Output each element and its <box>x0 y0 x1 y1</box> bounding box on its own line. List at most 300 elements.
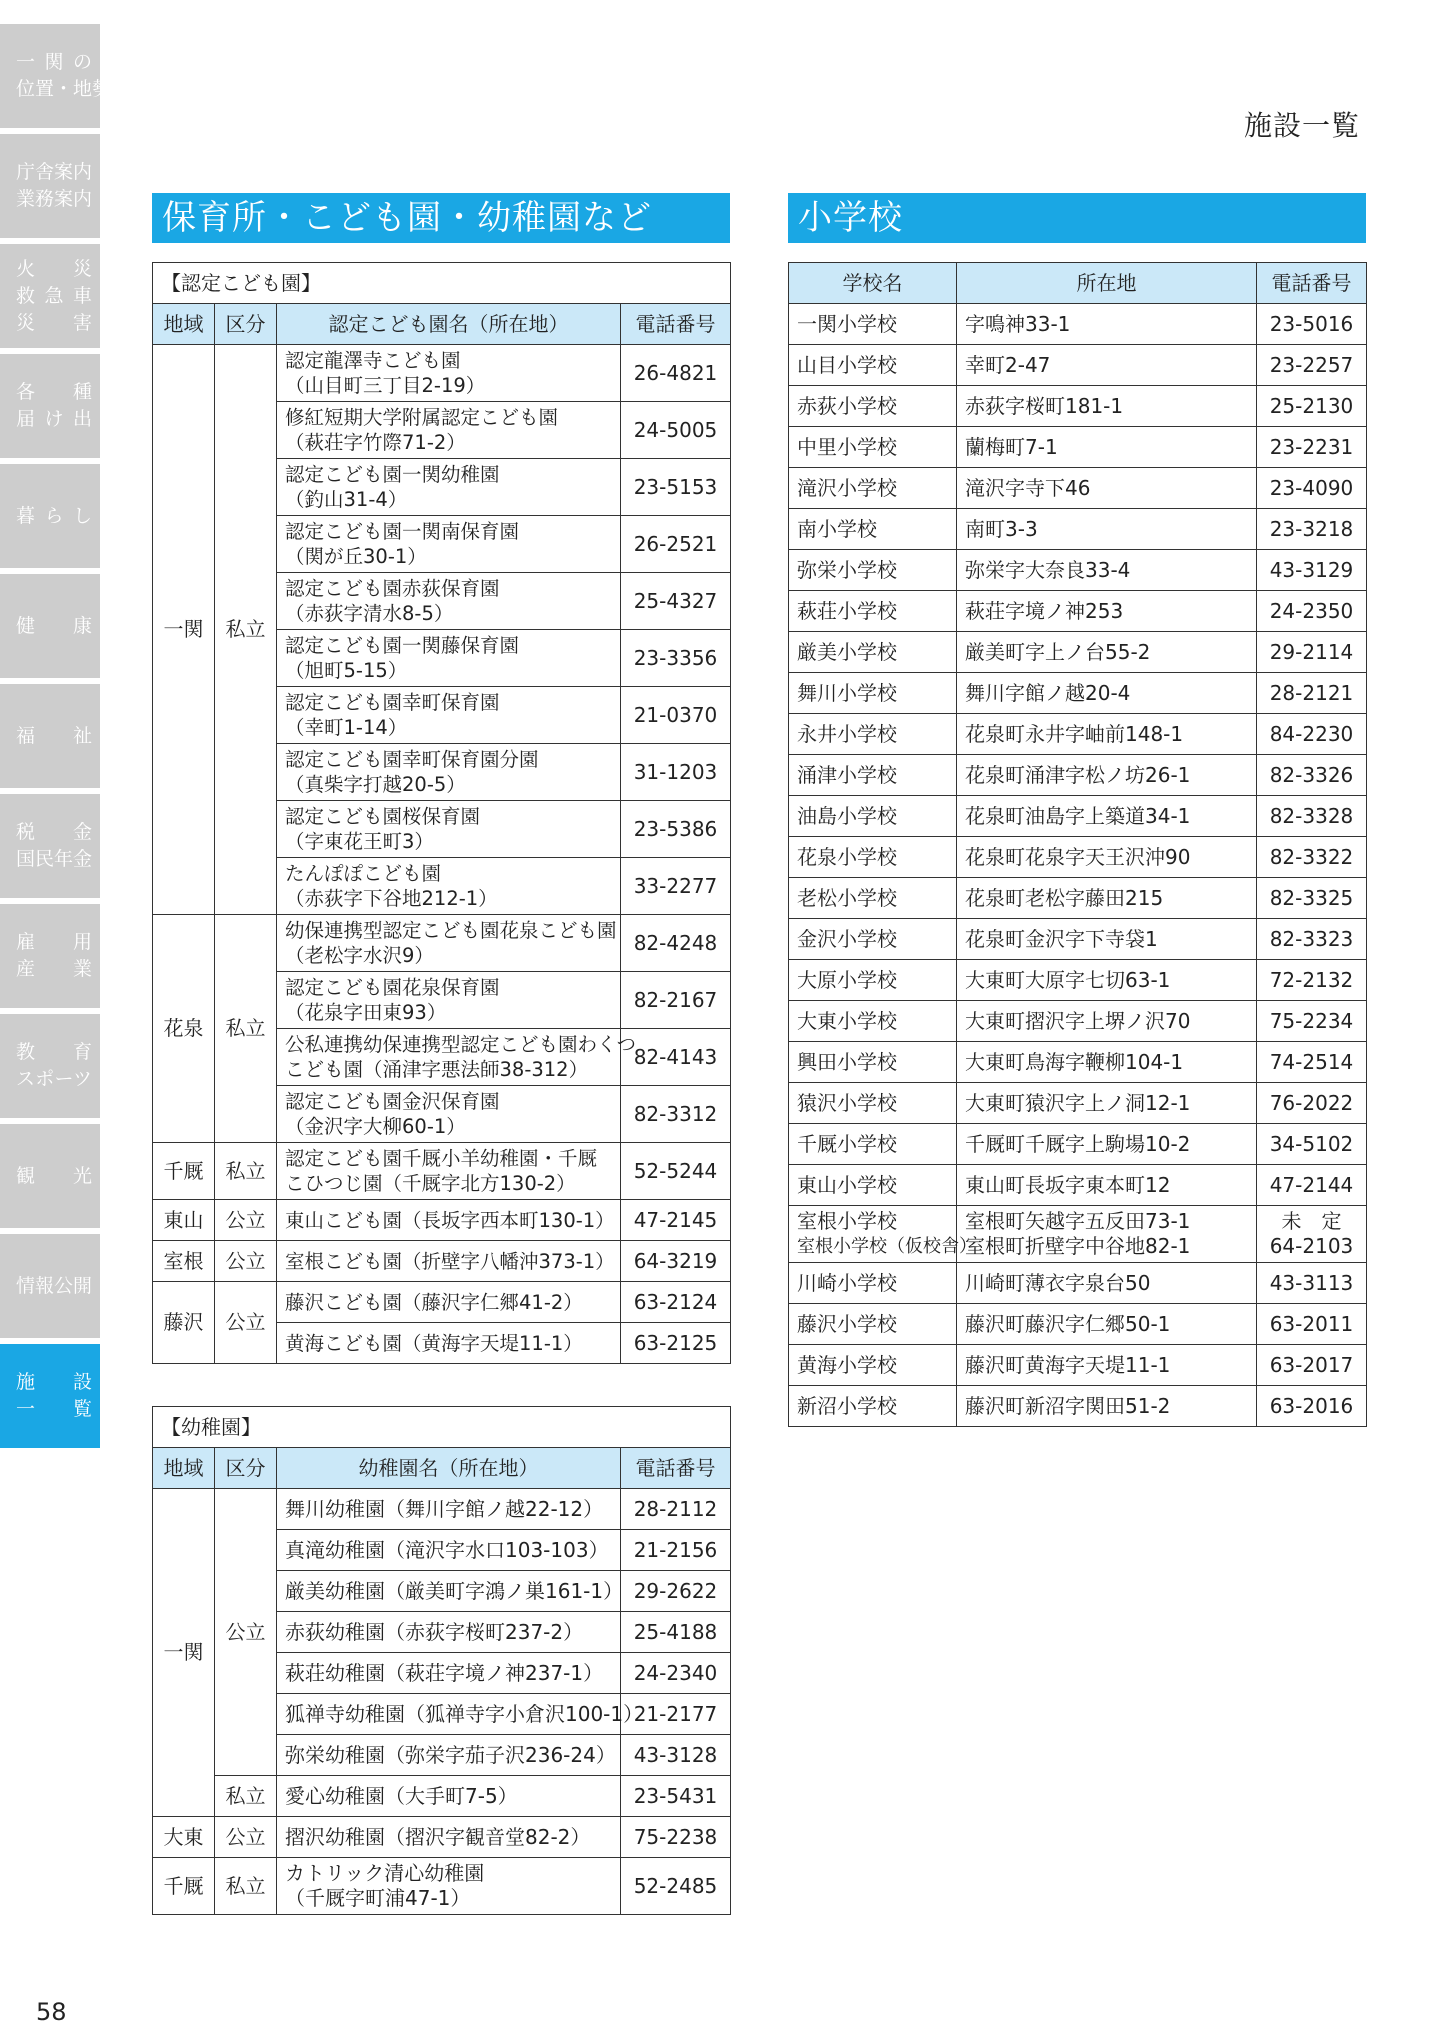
side-tab-4[interactable] <box>0 464 100 568</box>
school-phone <box>1257 878 1367 919</box>
facility-name-line: 弥栄幼稚園（弥栄字茄子沢236-24） <box>285 1742 616 1767</box>
facility-name-line: 修紅短期大学附属認定こども園 <box>285 406 559 429</box>
facility-name <box>277 459 621 516</box>
school-phone-line: 25-2130 <box>1269 393 1354 418</box>
facility-name <box>277 345 621 402</box>
table-row <box>789 1083 1367 1124</box>
side-tab-line: スポーツ <box>16 1068 92 1090</box>
column-header: 区分 <box>215 304 277 345</box>
table-row <box>789 960 1367 1001</box>
school-phone-line: 82-3322 <box>1269 844 1354 869</box>
table-row <box>153 1241 731 1282</box>
phone-cell: 21-2156 <box>621 1530 731 1571</box>
school-name <box>789 919 957 960</box>
school-phone <box>1257 1386 1367 1427</box>
facility-name-line: カトリック清心幼稚園 <box>285 1861 485 1885</box>
school-name-line: 花泉小学校 <box>797 844 897 869</box>
school-name <box>789 1042 957 1083</box>
nintei-kodomoen-table <box>152 262 731 1364</box>
school-phone <box>1257 1304 1367 1345</box>
school-name <box>789 1206 977 1263</box>
side-tab-line: 教 育 <box>16 1041 93 1063</box>
side-tab-2[interactable] <box>0 244 100 348</box>
side-tab-line: 情報公開 <box>16 1274 93 1297</box>
facility-name <box>277 1776 621 1817</box>
facility-name <box>277 1143 621 1200</box>
school-phone <box>1257 1001 1367 1042</box>
school-phone-line: 23-3218 <box>1269 516 1354 541</box>
school-address <box>957 837 1257 878</box>
school-name <box>789 755 957 796</box>
school-name <box>789 345 957 386</box>
school-name-line: 山目小学校 <box>797 352 897 377</box>
school-phone-line: 43-3129 <box>1269 557 1354 582</box>
school-address <box>957 1042 1257 1083</box>
school-name-line: 舞川小学校 <box>797 680 897 705</box>
school-address-line: 藤沢町新沼字関田51-2 <box>965 1393 1171 1418</box>
school-address-line: 南町3-3 <box>965 516 1038 541</box>
school-name-line: 新沼小学校 <box>797 1393 897 1418</box>
school-name-line: 川崎小学校 <box>797 1270 897 1295</box>
school-address-line: 弥栄字大奈良33-4 <box>965 557 1131 582</box>
school-name <box>789 427 957 468</box>
page-number: 58 <box>36 1998 67 2026</box>
facility-name <box>277 516 621 573</box>
school-phone-line: 84-2230 <box>1269 721 1354 746</box>
school-address-line: 蘭梅町7-1 <box>965 434 1058 459</box>
school-address <box>957 591 1257 632</box>
school-address <box>957 509 1257 550</box>
side-tab-3[interactable] <box>0 354 100 458</box>
phone-cell: 47-2145 <box>621 1200 731 1241</box>
table-row <box>789 1206 1367 1263</box>
phone-cell: 28-2112 <box>621 1489 731 1530</box>
table-row <box>153 1282 731 1323</box>
school-address <box>957 427 1257 468</box>
type-cell: 私立 <box>215 1143 277 1200</box>
school-name-line: 萩荘小学校 <box>797 598 897 623</box>
school-name-line: 赤荻小学校 <box>797 393 897 418</box>
table-caption-row <box>153 263 731 304</box>
school-phone-line: 23-4090 <box>1269 475 1354 500</box>
school-phone <box>1257 386 1367 427</box>
phone-cell: 63-2125 <box>621 1323 731 1364</box>
school-name <box>789 386 957 427</box>
facility-name <box>277 1735 621 1776</box>
area-cell: 大東 <box>153 1817 215 1858</box>
school-address-line: 藤沢町藤沢字仁郷50-1 <box>965 1311 1171 1336</box>
school-phone <box>1257 550 1367 591</box>
table-row <box>153 915 731 972</box>
school-phone <box>1257 960 1367 1001</box>
school-phone-line: 47-2144 <box>1269 1172 1354 1197</box>
facility-name-line: 公私連携幼保連携型認定こども園わくつ <box>285 1033 637 1056</box>
school-phone-line: 75-2234 <box>1269 1008 1354 1033</box>
phone-cell: 24-5005 <box>621 402 731 459</box>
table-row <box>153 1489 731 1530</box>
side-tab-line: 国民年金 <box>16 848 93 870</box>
type-cell: 私立 <box>215 915 277 1143</box>
side-tab-line: 火 災 <box>16 257 93 280</box>
column-header: 電話番号 <box>621 1448 731 1489</box>
table-row <box>789 1263 1367 1304</box>
school-phone <box>1257 1042 1367 1083</box>
school-address <box>957 386 1257 427</box>
area-cell: 花泉 <box>153 915 215 1143</box>
school-phone <box>1257 673 1367 714</box>
side-tab-7[interactable] <box>0 794 100 898</box>
school-address-line: 萩荘字境ノ神253 <box>965 598 1124 623</box>
school-name <box>789 1304 957 1345</box>
table-row <box>789 1001 1367 1042</box>
table-row <box>153 345 731 402</box>
side-tab-5[interactable] <box>0 574 100 678</box>
facility-name <box>277 1530 621 1571</box>
school-name <box>789 1386 957 1427</box>
facility-name-line: 認定こども園一関幼稚園 <box>285 463 500 486</box>
table-row <box>789 1165 1367 1206</box>
school-address-line: 字鳴神33-1 <box>965 311 1071 336</box>
facility-address-line: （釣山31-4） <box>285 488 408 511</box>
school-phone-line: 76-2022 <box>1269 1090 1354 1115</box>
column-header: 所在地 <box>957 263 1257 304</box>
school-name-line: 猿沢小学校 <box>797 1090 897 1115</box>
type-cell: 公立 <box>215 1489 277 1776</box>
school-name-line: 滝沢小学校 <box>797 475 897 500</box>
school-name <box>789 632 957 673</box>
table-caption: 【認定こども園】 <box>153 263 731 304</box>
facility-name-line: 厳美幼稚園（厳美町字鴻ノ巣161-1） <box>285 1578 624 1603</box>
school-address <box>957 1386 1257 1427</box>
school-phone-line: 43-3113 <box>1269 1270 1354 1295</box>
facility-name-line: 舞川幼稚園（舞川字館ノ越22-12） <box>285 1496 604 1521</box>
school-address <box>957 304 1257 345</box>
school-name <box>789 878 957 919</box>
school-name <box>789 1263 957 1304</box>
column-header: 電話番号 <box>1257 263 1367 304</box>
facility-name <box>277 1817 621 1858</box>
facility-name-line: 萩荘幼稚園（萩荘字境ノ神237-1） <box>285 1660 604 1685</box>
table-row <box>789 468 1367 509</box>
school-address <box>957 755 1257 796</box>
phone-cell: 29-2622 <box>621 1571 731 1612</box>
table-row <box>153 1858 731 1915</box>
facility-address-line: こひつじ園（千厩字北方130-2） <box>285 1172 576 1195</box>
table-row <box>789 304 1367 345</box>
facility-address-line: （老松字水沢9） <box>285 944 434 967</box>
school-phone <box>1257 345 1367 386</box>
area-cell: 一関 <box>153 345 215 915</box>
table-row <box>153 1776 731 1817</box>
table-row <box>789 919 1367 960</box>
side-tab-line: 届 け 出 <box>16 408 92 430</box>
side-tab-line: 各 種 <box>16 381 93 403</box>
school-name-line: 千厩小学校 <box>797 1131 897 1156</box>
facility-name-line: 狐禅寺幼稚園（狐禅寺字小倉沢100-1） <box>285 1701 644 1726</box>
facility-name-line: 認定こども園一関藤保育園 <box>285 634 520 657</box>
school-phone <box>1257 468 1367 509</box>
school-address <box>957 1165 1257 1206</box>
table-row <box>789 1042 1367 1083</box>
school-name-line: 永井小学校 <box>797 721 897 746</box>
side-tab-line: 施 設 <box>16 1371 93 1393</box>
school-phone <box>1257 919 1367 960</box>
school-address <box>957 1083 1257 1124</box>
school-address-line: 花泉町永井字岫前148-1 <box>965 721 1184 746</box>
school-name-line: 藤沢小学校 <box>797 1311 897 1336</box>
school-name <box>789 837 957 878</box>
facility-name-line: 幼保連携型認定こども園花泉こども園 <box>285 919 617 942</box>
school-name-line: 大原小学校 <box>797 967 897 992</box>
facility-address-line: （字東花王町3） <box>285 830 434 853</box>
school-phone <box>1257 1165 1367 1206</box>
facility-name-line: 認定こども園赤荻保育園 <box>285 577 500 600</box>
school-address-line: 千厩町千厩字上駒場10-2 <box>965 1131 1191 1156</box>
facility-name <box>277 687 621 744</box>
table-row <box>789 673 1367 714</box>
type-cell: 私立 <box>215 345 277 915</box>
area-cell: 千厩 <box>153 1858 215 1915</box>
table-row <box>789 591 1367 632</box>
facility-name-line: 認定こども園千厩小羊幼稚園・千厩 <box>285 1147 598 1170</box>
school-name <box>789 673 957 714</box>
school-address <box>957 1263 1257 1304</box>
school-address <box>957 1345 1257 1386</box>
facility-address-line: こども園（涌津字悪法師38-312） <box>285 1058 589 1081</box>
side-tab-11[interactable] <box>0 1234 100 1338</box>
school-phone <box>1257 427 1367 468</box>
phone-cell: 26-2521 <box>621 516 731 573</box>
facility-name <box>277 744 621 801</box>
school-name-line: 弥栄小学校 <box>797 557 897 582</box>
school-phone-line: 24-2350 <box>1269 598 1354 623</box>
phone-cell: 23-5386 <box>621 801 731 858</box>
section-title: 施設一覧 <box>1243 109 1360 142</box>
school-phone-line: 29-2114 <box>1269 639 1354 664</box>
facility-name-line: 認定こども園花泉保育園 <box>285 976 500 999</box>
facility-address-line: （花泉字田東93） <box>285 1001 447 1024</box>
table-row <box>789 1386 1367 1427</box>
side-tab-line: 救 急 車 <box>16 284 92 307</box>
facility-address-line: （金沢字大柳60-1） <box>285 1115 466 1138</box>
side-tab-line: 業務案内 <box>16 188 93 210</box>
school-address-line: 花泉町油島字上築道34-1 <box>965 803 1191 828</box>
facility-name-line: 東山こども園（長坂字西本町130-1） <box>285 1208 615 1232</box>
table-row <box>789 1345 1367 1386</box>
side-tab-0[interactable] <box>0 24 112 128</box>
facility-name <box>277 1612 621 1653</box>
table-row <box>789 878 1367 919</box>
table-row <box>153 1817 731 1858</box>
school-address-line: 花泉町老松字藤田215 <box>965 885 1164 910</box>
facility-address-line: （千厩字町浦47-1） <box>285 1886 471 1910</box>
table-row <box>153 1200 731 1241</box>
side-tab-1[interactable] <box>0 134 100 238</box>
school-address-line: 室根町折壁字中谷地82-1 <box>965 1234 1191 1258</box>
column-header: 認定こども園名（所在地） <box>277 304 621 345</box>
phone-cell: 52-2485 <box>621 1858 731 1915</box>
school-name-line: 東山小学校 <box>797 1172 897 1197</box>
school-name-line: 金沢小学校 <box>797 926 897 951</box>
facility-name-line: 愛心幼稚園（大手町7-5） <box>285 1783 518 1808</box>
table-row <box>789 632 1367 673</box>
school-address-line: 滝沢字寺下46 <box>965 475 1091 500</box>
school-address-line: 舞川字館ノ越20-4 <box>965 680 1131 705</box>
facility-name <box>277 858 621 915</box>
table-caption-row <box>153 1407 731 1448</box>
facility-name <box>277 573 621 630</box>
school-address <box>957 1124 1257 1165</box>
table-row <box>789 550 1367 591</box>
school-phone-line: 64-2103 <box>1269 1234 1354 1258</box>
facility-name <box>277 1029 637 1086</box>
school-address <box>957 919 1257 960</box>
school-address <box>957 714 1257 755</box>
table-row <box>789 427 1367 468</box>
school-name <box>789 796 957 837</box>
school-name-line: 黄海小学校 <box>797 1352 897 1377</box>
phone-cell: 21-0370 <box>621 687 731 744</box>
side-tab-line: 災 害 <box>16 311 93 334</box>
table-caption: 【幼稚園】 <box>153 1407 731 1448</box>
side-tab-line: 雇 用 <box>16 931 93 953</box>
phone-cell: 25-4327 <box>621 573 731 630</box>
side-tab-line: 一 関 の <box>16 51 92 73</box>
table-row <box>789 509 1367 550</box>
kindergarten-table <box>152 1406 731 1915</box>
side-tab-10[interactable] <box>0 1124 100 1228</box>
side-tab-line: 観 光 <box>16 1164 93 1187</box>
school-address-line: 幸町2-47 <box>965 352 1051 377</box>
side-tab-6[interactable] <box>0 684 100 788</box>
phone-cell: 31-1203 <box>621 744 731 801</box>
phone-cell: 23-5153 <box>621 459 731 516</box>
table-header-row <box>153 304 731 345</box>
school-address-line: 藤沢町黄海字天堤11-1 <box>965 1352 1171 1377</box>
school-address-line: 花泉町涌津字松ノ坊26-1 <box>965 762 1191 787</box>
area-cell: 東山 <box>153 1200 215 1241</box>
facility-name <box>277 915 621 972</box>
facility-name <box>277 1858 621 1915</box>
school-name <box>789 714 957 755</box>
school-name-line: 油島小学校 <box>797 803 897 828</box>
school-name-line: 室根小学校 <box>797 1209 897 1233</box>
type-cell: 公立 <box>215 1200 277 1241</box>
column-header: 幼稚園名（所在地） <box>277 1448 621 1489</box>
school-name-line: 涌津小学校 <box>797 762 897 787</box>
school-phone-line: 28-2121 <box>1269 680 1354 705</box>
school-address-line: 大東町大原字七切63-1 <box>965 967 1171 992</box>
school-name <box>789 1001 957 1042</box>
side-tab-line: 産 業 <box>16 958 93 980</box>
facility-name <box>277 1489 621 1530</box>
school-name <box>789 468 957 509</box>
column-header: 地域 <box>153 304 215 345</box>
school-phone <box>1257 632 1367 673</box>
school-phone <box>1257 755 1367 796</box>
area-cell: 一関 <box>153 1489 215 1817</box>
facility-name <box>277 1200 621 1241</box>
facility-name-line: 認定こども園桜保育園 <box>285 805 481 828</box>
school-name-line: 大東小学校 <box>797 1008 897 1033</box>
side-tab-line: 福 祉 <box>16 724 93 747</box>
facility-name-line: 藤沢こども園（藤沢字仁郷41-2） <box>285 1290 583 1314</box>
table-row <box>789 1124 1367 1165</box>
side-tab-8[interactable] <box>0 904 100 1008</box>
facility-name <box>277 1571 624 1612</box>
school-address <box>957 1304 1257 1345</box>
table-row <box>789 714 1367 755</box>
elementary-school-table <box>788 262 1367 1427</box>
school-name <box>789 304 957 345</box>
school-address-line: 大東町猿沢字上ノ洞12-1 <box>965 1090 1191 1115</box>
side-tab-9[interactable] <box>0 1014 100 1118</box>
column-header: 地域 <box>153 1448 215 1489</box>
facility-name <box>277 801 621 858</box>
phone-cell: 23-3356 <box>621 630 731 687</box>
phone-cell: 82-4143 <box>621 1029 731 1086</box>
table-row <box>789 755 1367 796</box>
phone-cell: 82-2167 <box>621 972 731 1029</box>
table-row <box>153 1143 731 1200</box>
table-row <box>789 345 1367 386</box>
facility-name-line: 認定こども園幸町保育園 <box>285 691 500 714</box>
school-phone <box>1257 714 1367 755</box>
school-name <box>789 1345 957 1386</box>
school-address-line: 大東町鳥海字鞭柳104-1 <box>965 1049 1184 1074</box>
school-name-line: 南小学校 <box>797 516 877 541</box>
facility-name <box>277 1241 621 1282</box>
facility-address-line: （真柴字打越20-5） <box>285 773 466 796</box>
school-address <box>957 468 1257 509</box>
school-phone-line: 34-5102 <box>1269 1131 1354 1156</box>
phone-cell: 63-2124 <box>621 1282 731 1323</box>
facility-name-line: 摺沢幼稚園（摺沢字観音堂82-2） <box>285 1824 591 1849</box>
facility-address-line: （萩荘字竹際71-2） <box>285 431 466 454</box>
phone-cell: 43-3128 <box>621 1735 731 1776</box>
facility-name-line: 認定こども園一関南保育園 <box>285 520 520 543</box>
school-phone-line: 82-3326 <box>1269 762 1354 787</box>
type-cell: 私立 <box>215 1858 277 1915</box>
school-phone-line: 82-3328 <box>1269 803 1354 828</box>
banner-nursery: 保育所・こども園・幼稚園など <box>152 193 730 243</box>
school-phone <box>1257 1345 1367 1386</box>
area-cell: 室根 <box>153 1241 215 1282</box>
school-name-line: 興田小学校 <box>797 1049 897 1074</box>
table-header-row <box>789 263 1367 304</box>
school-phone <box>1257 837 1367 878</box>
school-name-line: 老松小学校 <box>797 885 897 910</box>
facility-name-line: 室根こども園（折壁字八幡沖373-1） <box>285 1249 615 1273</box>
school-name <box>789 960 957 1001</box>
side-tab-12[interactable] <box>0 1344 100 1448</box>
school-phone <box>1257 1124 1367 1165</box>
school-address <box>957 550 1257 591</box>
school-phone-line: 23-5016 <box>1269 311 1354 336</box>
facility-name-line: 黄海こども園（黄海字天堤11-1） <box>285 1331 583 1355</box>
facility-name <box>277 1694 644 1735</box>
column-header: 電話番号 <box>621 304 731 345</box>
facility-name-line: 認定こども園金沢保育園 <box>285 1090 500 1113</box>
table-row <box>789 796 1367 837</box>
school-phone <box>1257 796 1367 837</box>
type-cell: 私立 <box>215 1776 277 1817</box>
phone-cell: 75-2238 <box>621 1817 731 1858</box>
side-tab-line: 一 覧 <box>16 1398 93 1420</box>
school-phone <box>1257 1206 1367 1263</box>
phone-cell: 82-3312 <box>621 1086 731 1143</box>
school-address <box>957 796 1257 837</box>
